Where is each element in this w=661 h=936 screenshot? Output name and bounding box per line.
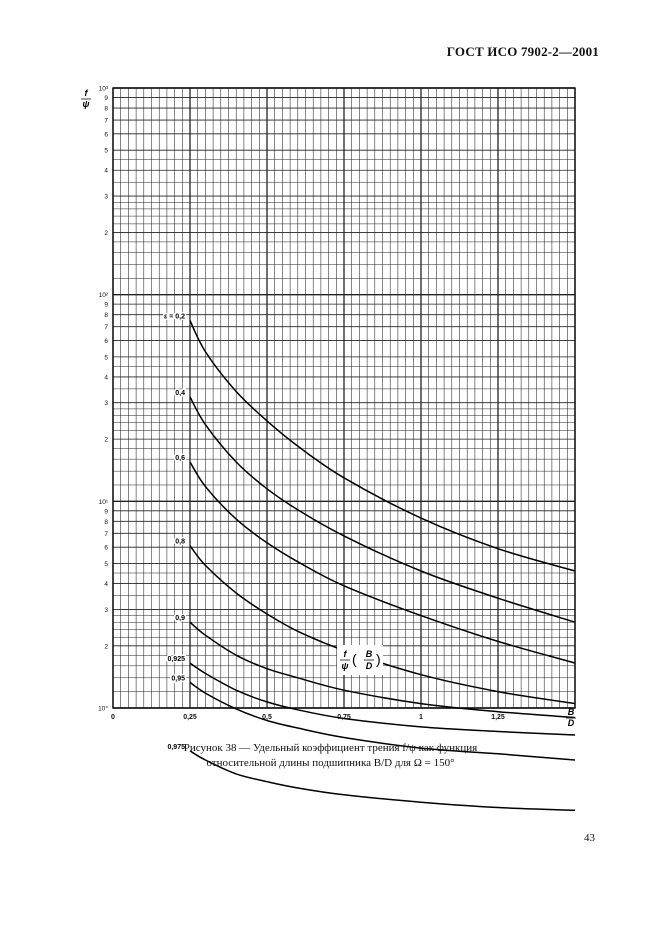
x-tick-labels [111, 714, 505, 721]
document-id: ГОСТ ИСО 7902-2—2001 [446, 44, 599, 59]
formula-annotation [337, 645, 383, 675]
x-tick-label: 1,25 [491, 714, 505, 721]
annotation-psi: ψ [341, 661, 349, 671]
y-tick-label: 3 [104, 193, 108, 201]
y-tick-label: 2 [104, 643, 108, 651]
curve-label: 0,8 [175, 538, 185, 546]
y-tick-label: 8 [104, 312, 108, 320]
x-tick-label: 0,25 [183, 714, 197, 721]
y-tick-labels [98, 86, 109, 713]
curve-label: 0,925 [167, 656, 185, 664]
y-tick-label: 5 [104, 354, 108, 362]
curve-label: 0,6 [175, 454, 185, 462]
y-tick-label: 3 [104, 400, 108, 408]
y-tick-label: 10¹ [98, 498, 108, 506]
y-tick-label: 8 [104, 105, 108, 113]
y-tick-label: 6 [104, 131, 108, 139]
y-tick-label: 6 [104, 338, 108, 346]
caption-line-2: относительной длины подшипника B/D для Ω = 150° [206, 757, 455, 769]
caption-line-1: Рисунок 38 — Удельный коэффициент трения f/ψ как функция [183, 742, 478, 754]
y-tick-label: 2 [104, 436, 108, 444]
annotation-left-paren: ( [352, 651, 357, 667]
y-tick-label: 2 [104, 229, 108, 237]
y-tick-label: 4 [104, 167, 108, 175]
y-tick-label: 9 [104, 508, 108, 516]
y-tick-label: 4 [104, 374, 108, 382]
annotation-b: B [365, 649, 373, 659]
x-tick-label: 1 [419, 714, 423, 721]
y-tick-label: 4 [104, 581, 108, 589]
y-tick-label: 9 [104, 301, 108, 309]
y-tick-label: 7 [104, 324, 108, 332]
y-axis-label [81, 88, 91, 109]
page-number: 43 [584, 832, 595, 844]
y-tick-label: 7 [104, 117, 108, 125]
y-tick-label: 9 [104, 94, 108, 102]
x-tick-label: 0 [111, 714, 115, 721]
curve-label: 0,975 [167, 743, 185, 751]
y-tick-label: 10² [98, 292, 108, 300]
x-tick-label: 0,75 [337, 714, 351, 721]
annotation-f: f [343, 649, 347, 659]
y-tick-label: 5 [104, 561, 108, 569]
curve-label: 0,9 [175, 615, 185, 623]
x-axis-label-numerator: B [567, 707, 575, 717]
y-axis-label-denominator: ψ [82, 99, 90, 109]
y-tick-label: 7 [104, 530, 108, 538]
y-tick-label: 10³ [98, 85, 108, 93]
y-tick-label: 8 [104, 518, 108, 526]
x-tick-label: 0,5 [262, 714, 272, 721]
y-axis-label-numerator: f [84, 88, 88, 98]
y-tick-label: 5 [104, 147, 108, 155]
curve-label: 0,95 [171, 675, 185, 683]
x-axis-label-denominator: D [567, 718, 575, 728]
y-tick-label: 10° [98, 705, 108, 713]
curve-label: ε = 0,2 [163, 313, 185, 321]
annotation-right-paren: ) [376, 651, 381, 667]
annotation-d: D [365, 661, 373, 671]
curve-label: 0,4 [175, 389, 185, 397]
y-tick-label: 3 [104, 606, 108, 614]
y-tick-label: 6 [104, 544, 108, 552]
